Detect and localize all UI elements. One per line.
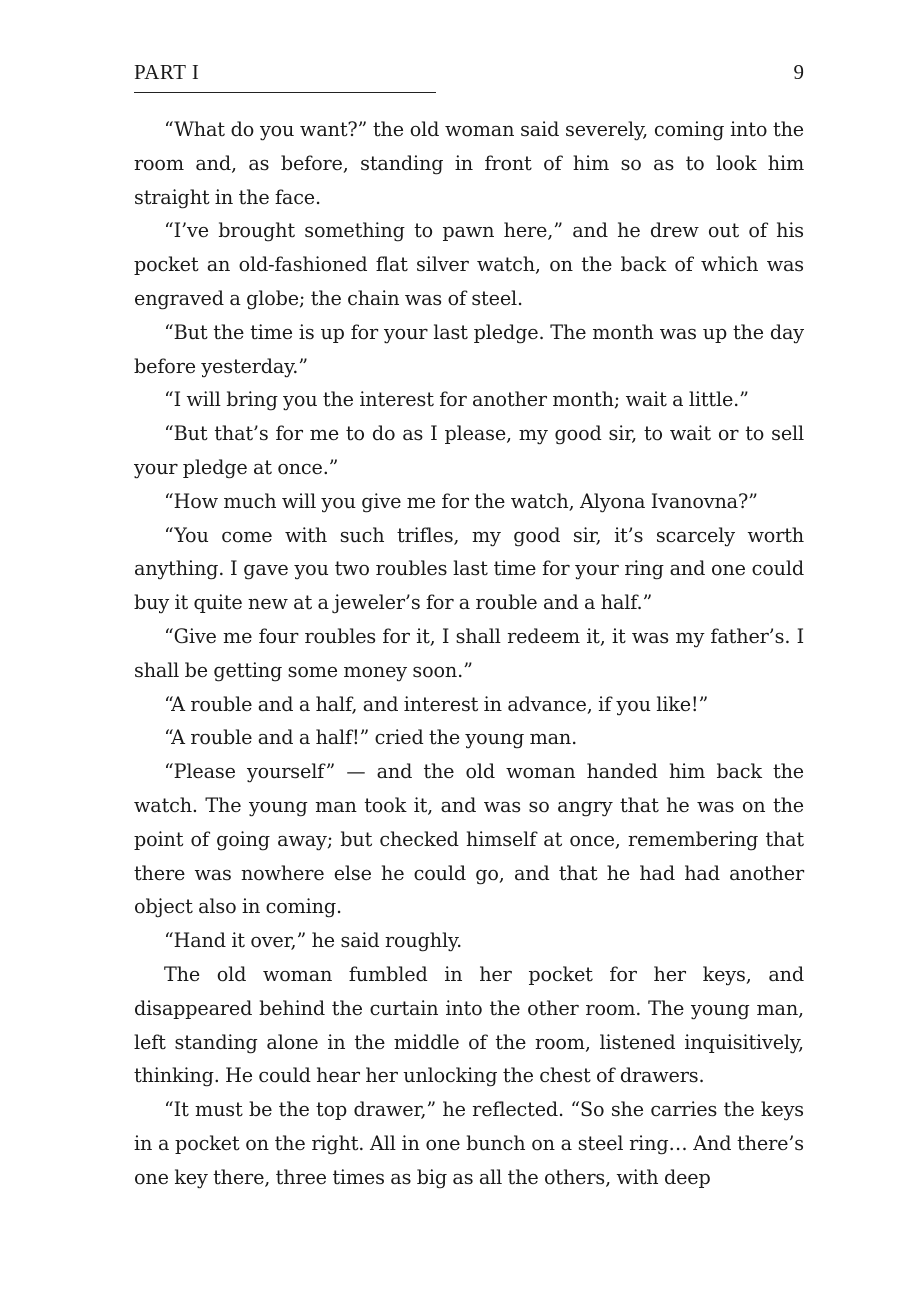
paragraph: “Hand it over,” he said roughly.	[164, 929, 463, 953]
paragraph: “I’ve brought something to pawn here,” and he drew out of his pocket an old-fashioned flat silver watch, on the back of which was engraved a globe; the chain was of steel.	[134, 219, 804, 310]
paragraph: “But the time is up for your last pledge. The month was up the day before yesterday.”	[134, 320, 804, 378]
paragraph: “What do you want?” the old woman said severely, coming into the room and, as before, standing in front of him so as to look him straight in the face.	[134, 118, 804, 209]
paragraph: “Give me four roubles for it, I shall redeem it, it was my father’s. I shall be getting some money soon.”	[134, 624, 804, 682]
body-text	[134, 113, 804, 1195]
paragraph: “How much will you give me for the watch, Alyona Ivanovna?”	[164, 489, 758, 513]
paragraph: “You come with such trifles, my good sir, it’s scarcely worth anything. I gave you two roubles last time for your ring and one could buy it quite new at a jeweler’s for a rouble and a half.”	[134, 523, 804, 615]
paragraph: The old woman fumbled in her pocket for her keys, and disappeared behind the curtain into the other room. The young man, left standing alone in the middle of the room, listened inquisitively, thinking. He could hear her unlocking the chest of drawers.	[134, 962, 804, 1088]
paragraph: “It must be the top drawer,” he reflected. “So she carries the keys in a pocket on the right. All in one bunch on a steel ring… And there’s one key there, three times as big as all the others, with deep	[134, 1098, 804, 1189]
paragraph: “A rouble and a half!” cried the young man.	[164, 726, 578, 750]
page-number: 9	[793, 60, 804, 84]
header-rule	[134, 92, 436, 93]
part-label: PART I	[134, 60, 200, 84]
running-header	[134, 58, 804, 88]
paragraph: “I will bring you the interest for another month; wait a little.”	[164, 388, 749, 412]
paragraph: “Please yourself” — and the old woman handed him back the watch. The young man took it, and was so angry that he was on the point of going away; but checked himself at once, remembering that there was nowhere else he could go, and that he had had another object also in coming.	[134, 760, 804, 919]
paragraph: “A rouble and a half, and interest in advance, if you like!”	[164, 692, 709, 716]
paragraph: “But that’s for me to do as I please, my good sir, to wait or to sell your pledge at once.”	[134, 422, 804, 479]
